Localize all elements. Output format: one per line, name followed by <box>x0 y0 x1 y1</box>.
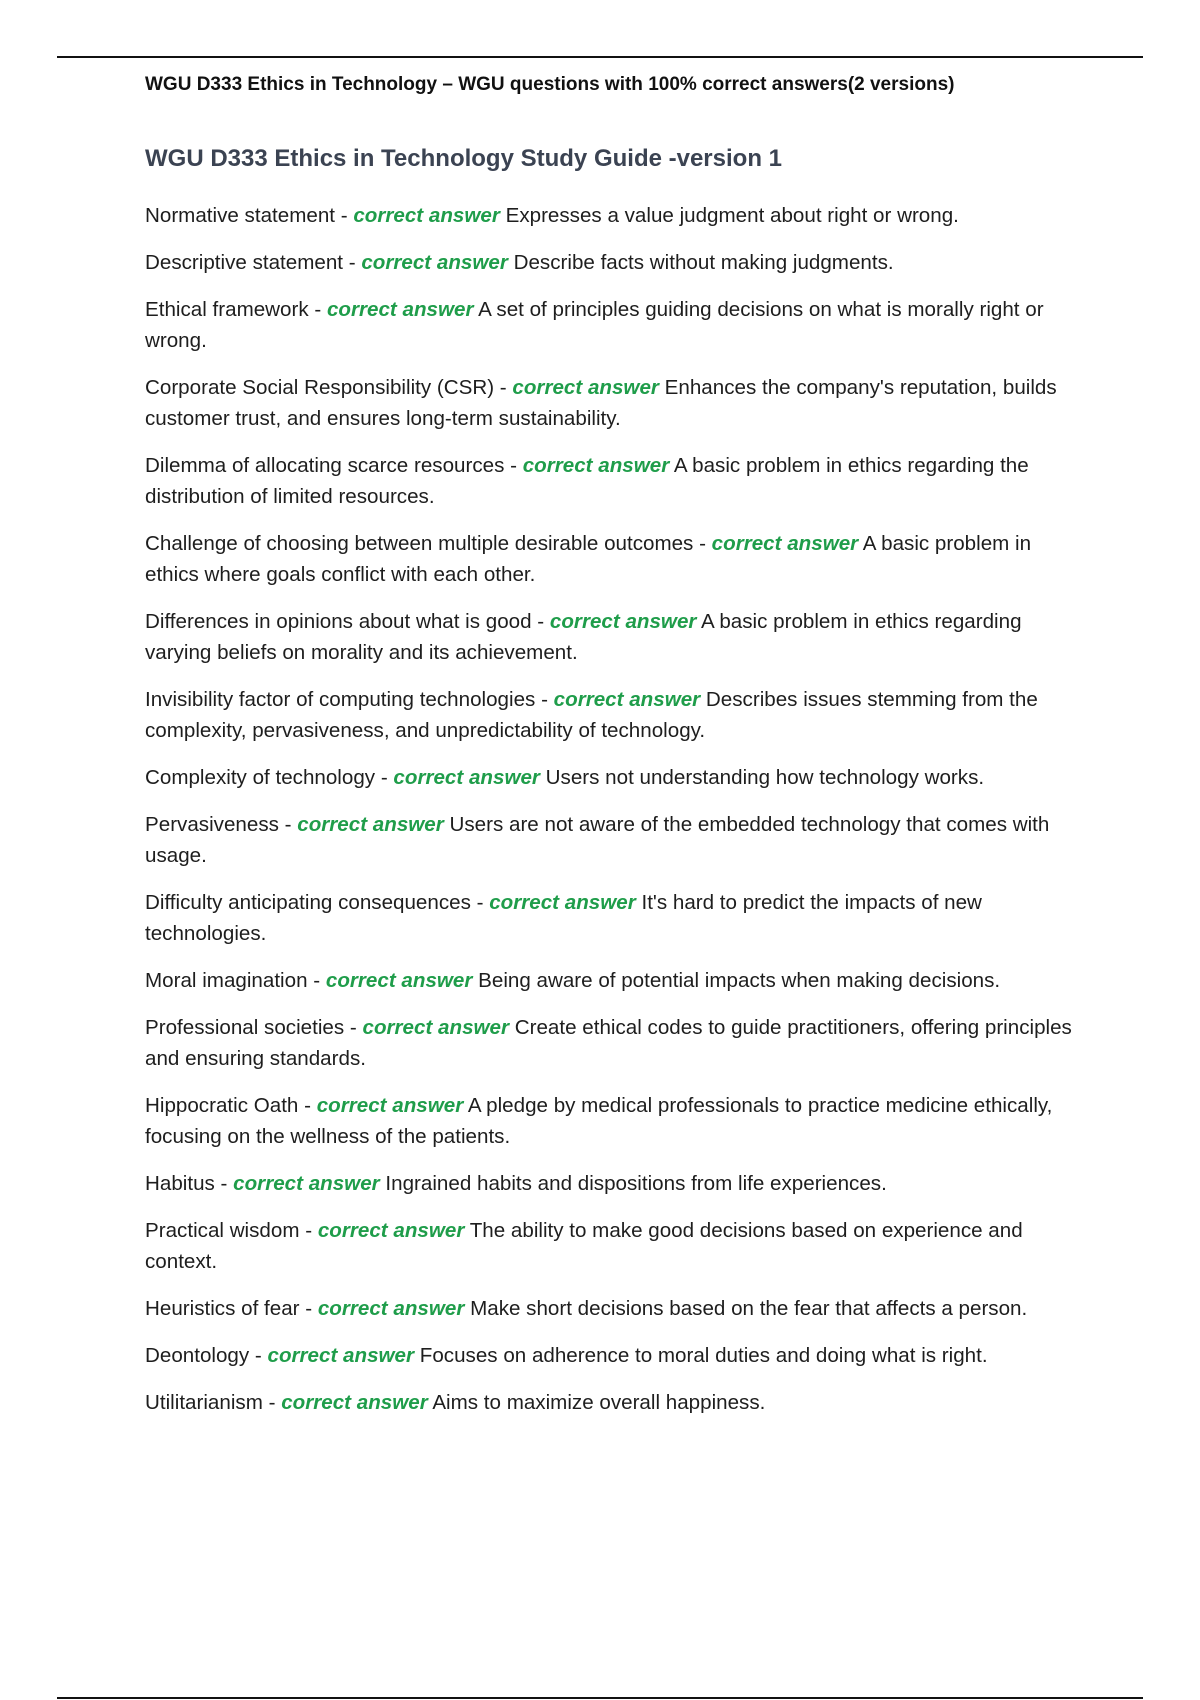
entry-definition: Being aware of potential impacts when making decisions. <box>478 969 1001 992</box>
entry-separator: - <box>278 813 298 836</box>
entry-term: Habitus <box>145 1172 215 1195</box>
correct-answer-label: correct answer <box>361 251 508 274</box>
entry-definition: A basic problem in ethics regarding varying beliefs on morality and its achievement. <box>145 610 1022 664</box>
study-guide-list <box>145 200 1090 1434</box>
entry-definition: Make short decisions based on the fear that affects a person. <box>470 1297 1028 1320</box>
entry-term: Dilemma of allocating scarce resources <box>145 454 505 477</box>
study-guide-entry <box>145 294 1090 356</box>
study-guide-entry <box>145 684 1090 746</box>
correct-answer-label: correct answer <box>326 298 474 321</box>
entry-term: Invisibility factor of computing technologies <box>145 688 536 711</box>
bottom-divider <box>57 1697 1143 1699</box>
page-header: WGU D333 Ethics in Technology – WGU questions with 100% correct answers(2 versions) <box>145 74 955 95</box>
correct-answer-label: correct answer <box>325 969 473 992</box>
study-guide-entry <box>145 1012 1090 1074</box>
entry-definition: A basic problem in ethics regarding the distribution of limited resources. <box>145 454 1029 508</box>
correct-answer-label: correct answer <box>316 1094 464 1117</box>
study-guide-entry <box>145 528 1090 590</box>
study-guide-entry <box>145 762 1090 793</box>
study-guide-entry <box>145 247 1090 278</box>
entry-separator: - <box>470 891 490 914</box>
entry-definition: Create ethical codes to guide practitioners, offering principles and ensuring standards. <box>145 1016 1072 1070</box>
entry-separator: - <box>308 298 327 321</box>
entry-term: Professional societies <box>145 1016 345 1039</box>
correct-answer-label: correct answer <box>489 891 636 914</box>
study-guide-entry <box>145 1168 1090 1199</box>
correct-answer-label: correct answer <box>512 376 659 399</box>
entry-term: Differences in opinions about what is good <box>145 610 532 633</box>
entry-term: Complexity of technology <box>145 766 376 789</box>
correct-answer-label: correct answer <box>297 813 444 836</box>
study-guide-entry <box>145 1340 1090 1371</box>
correct-answer-label: correct answer <box>553 688 701 711</box>
entry-term: Hippocratic Oath <box>145 1094 299 1117</box>
entry-definition: Expresses a value judgment about right or wrong. <box>505 204 959 227</box>
entry-separator: - <box>344 1016 363 1039</box>
entry-term: Difficulty anticipating consequences <box>145 891 471 914</box>
study-guide-entry <box>145 887 1090 949</box>
entry-term: Challenge of choosing between multiple desirable outcomes <box>145 532 694 555</box>
entry-definition: It's hard to predict the impacts of new technologies. <box>145 891 982 945</box>
study-guide-entry <box>145 606 1090 668</box>
entry-definition: A basic problem in ethics where goals conflict with each other. <box>145 532 1032 586</box>
correct-answer-label: correct answer <box>393 766 540 789</box>
entry-separator: - <box>214 1172 234 1195</box>
study-guide-entry <box>145 965 1090 996</box>
entry-separator: - <box>298 1094 317 1117</box>
entry-definition: A set of principles guiding decisions on what is morally right or wrong. <box>145 298 1044 352</box>
entry-separator: - <box>504 454 523 477</box>
entry-term: Ethical framework <box>145 298 309 321</box>
entry-term: Practical wisdom <box>145 1219 300 1242</box>
study-guide-entry <box>145 1387 1090 1418</box>
entry-separator: - <box>335 204 354 227</box>
entry-definition: Enhances the company's reputation, builds customer trust, and ensures long-term sustainability. <box>145 376 1057 430</box>
entry-separator: - <box>494 376 513 399</box>
study-guide-entry <box>145 1090 1090 1152</box>
entry-definition: The ability to make good decisions based on experience and context. <box>145 1219 1023 1273</box>
entry-definition: Ingrained habits and dispositions from life experiences. <box>385 1172 887 1195</box>
document-title: WGU D333 Ethics in Technology Study Guide -version 1 <box>145 145 782 172</box>
entry-term: Heuristics of fear <box>145 1297 300 1320</box>
entry-separator: - <box>375 766 394 789</box>
correct-answer-label: correct answer <box>317 1297 465 1320</box>
entry-separator: - <box>299 1297 318 1320</box>
entry-definition: Describes issues stemming from the complexity, pervasiveness, and unpredictability of technology. <box>145 688 1038 742</box>
entry-term: Normative statement <box>145 204 335 227</box>
entry-term: Deontology <box>145 1344 250 1367</box>
top-divider <box>57 56 1143 58</box>
entry-separator: - <box>693 532 712 555</box>
entry-separator: - <box>299 1219 318 1242</box>
correct-answer-label: correct answer <box>281 1391 428 1414</box>
correct-answer-label: correct answer <box>711 532 859 555</box>
entry-separator: - <box>343 251 362 274</box>
entry-term: Moral imagination <box>145 969 308 992</box>
study-guide-entry <box>145 1215 1090 1277</box>
entry-separator: - <box>249 1344 268 1367</box>
entry-term: Utilitarianism <box>145 1391 263 1414</box>
correct-answer-label: correct answer <box>317 1219 465 1242</box>
correct-answer-label: correct answer <box>233 1172 380 1195</box>
entry-definition: Describe facts without making judgments. <box>513 251 894 274</box>
entry-separator: - <box>307 969 326 992</box>
correct-answer-label: correct answer <box>362 1016 510 1039</box>
correct-answer-label: correct answer <box>549 610 697 633</box>
entry-term: Pervasiveness <box>145 813 279 836</box>
correct-answer-label: correct answer <box>267 1344 415 1367</box>
entry-definition: Aims to maximize overall happiness. <box>432 1391 766 1414</box>
entry-separator: - <box>531 610 550 633</box>
entry-definition: Users are not aware of the embedded technology that comes with usage. <box>145 813 1050 867</box>
study-guide-entry <box>145 372 1090 434</box>
correct-answer-label: correct answer <box>522 454 670 477</box>
entry-term: Corporate Social Responsibility (CSR) <box>145 376 495 399</box>
study-guide-entry <box>145 450 1090 512</box>
entry-term: Descriptive statement <box>145 251 344 274</box>
study-guide-entry <box>145 1293 1090 1324</box>
correct-answer-label: correct answer <box>353 204 500 227</box>
study-guide-entry <box>145 200 1090 231</box>
study-guide-entry <box>145 809 1090 871</box>
entry-definition: A pledge by medical professionals to practice medicine ethically, focusing on the wellness of the patients. <box>145 1094 1053 1148</box>
entry-definition: Focuses on adherence to moral duties and doing what is right. <box>419 1344 988 1367</box>
entry-separator: - <box>262 1391 282 1414</box>
entry-separator: - <box>535 688 554 711</box>
entry-definition: Users not understanding how technology works. <box>545 766 985 789</box>
